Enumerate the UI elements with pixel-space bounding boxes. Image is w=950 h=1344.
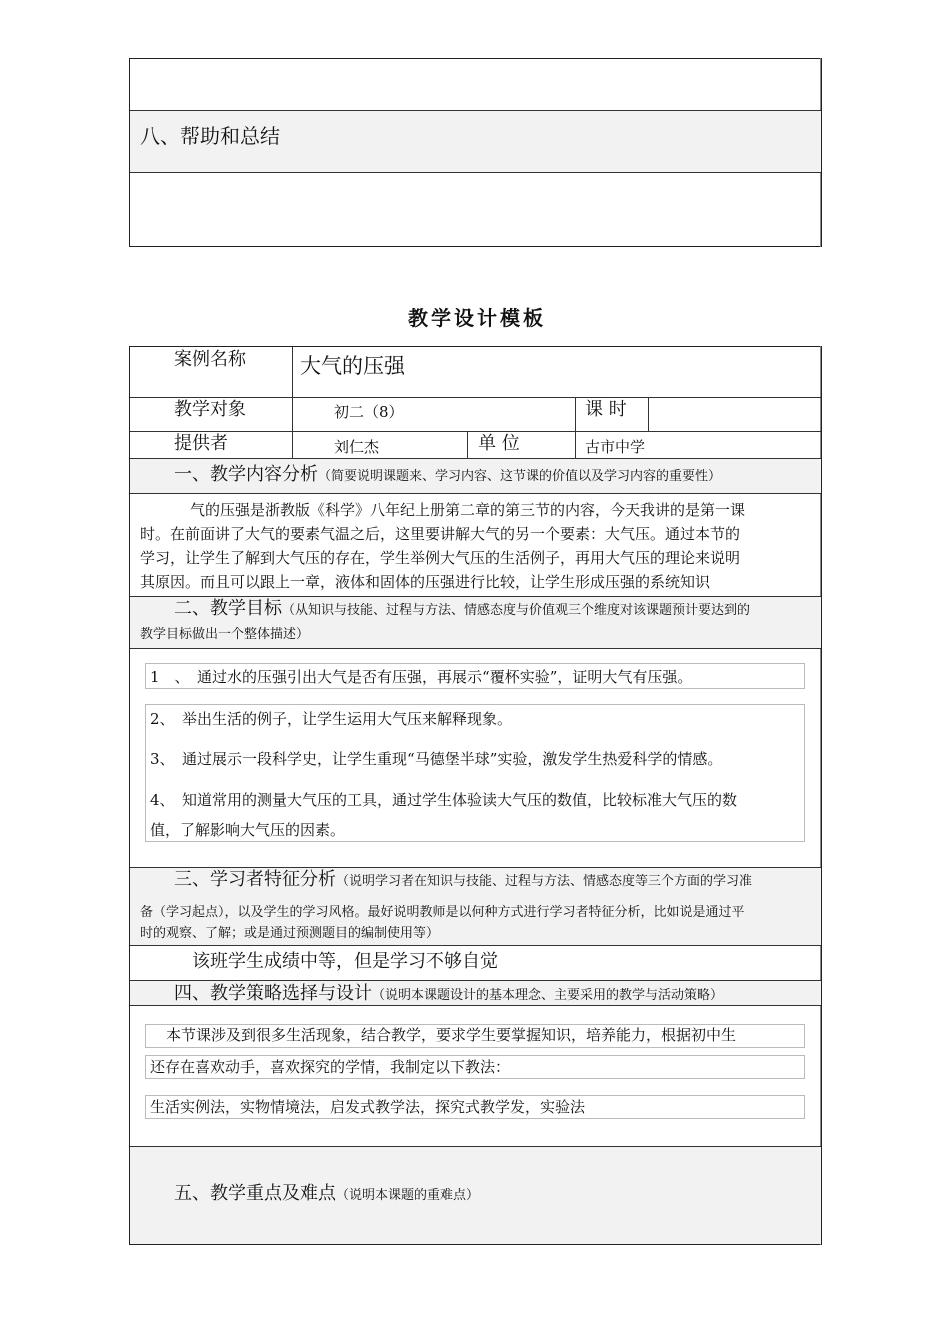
s1-line: 其原因。而且可以跟上一章，液体和固体的压强进行比较，让学生形成压强的系统知识: [140, 573, 711, 591]
col-divider: [575, 397, 576, 458]
target-label: 教学对象: [174, 399, 246, 420]
row-divider: [130, 493, 821, 494]
row-divider: [130, 431, 821, 432]
s4-title: [174, 985, 723, 1003]
s4-note: （说明本课题设计的基本理念、主要采用的教学与活动策略）: [372, 988, 724, 1003]
section8-title: 八、帮助和总结: [140, 124, 280, 148]
s5-title-text: 五、教学重点及难点: [174, 1183, 336, 1204]
s1-note-text: 简要说明课题来、学习内容、这节课的价值以及学习内容的重要性: [331, 469, 709, 484]
row-divider: [130, 945, 821, 946]
unit-value: 古市中学: [585, 438, 646, 456]
row-divider: [130, 1146, 821, 1147]
hours-label: 课 时: [585, 399, 627, 420]
s3-note-line2: 备（学习起点），以及学生的学习风格。最好说明教师是以何种方式进行学习者特征分析，比如说是通过平: [140, 905, 745, 920]
s5-note-text: 说明本课题的重难点: [349, 1188, 467, 1203]
strategy-line2: 还存在喜欢动手，喜欢探究的学情，我制定以下教法：: [150, 1058, 511, 1076]
row-divider: [130, 172, 821, 173]
case-name-value: 大气的压强: [300, 354, 405, 378]
row-divider: [130, 1005, 821, 1006]
s1-title: [174, 466, 721, 484]
provider-value: 刘仁杰: [334, 438, 380, 456]
s4-title-text: 四、教学策略选择与设计: [174, 983, 372, 1004]
case-name-label: 案例名称: [174, 349, 246, 370]
strategy-line3: 生活实例法，实物情境法，启发式教学法，探究式教学发，实验法: [150, 1098, 586, 1116]
s2-note: （从知识与技能、过程与方法、情感态度与价值观三个维度对该课题预计要达到的: [282, 603, 751, 618]
target-value: 初二（8）: [334, 403, 404, 421]
goal-3: 3、 通过展示一段科学史，让学生重现“马德堡半球”实验，激发学生热爱科学的情感。: [150, 750, 723, 768]
s2-title-text: 二、教学目标: [174, 598, 282, 619]
provider-label: 提供者: [174, 433, 228, 454]
s2-title: [174, 600, 750, 618]
goal-4-line1: 4、 知道常用的测量大气压的工具，通过学生体验读大气压的数值，比较标准大气压的数: [150, 791, 738, 809]
col-divider: [292, 347, 293, 458]
s3-note-cont: 时的观察、了解；或是通过预测题目的编制使用等）: [140, 926, 440, 941]
s3-note-line3: 时的观察、了解；或是通过预测题目的编制使用等: [140, 926, 427, 941]
col-divider: [467, 431, 468, 458]
row-divider: [130, 867, 821, 868]
row-divider: [130, 110, 821, 111]
row-divider: [130, 648, 821, 649]
strategy-line1: 本节课涉及到很多生活现象，结合教学，要求学生要掌握知识，培养能力，根据初中生: [166, 1026, 737, 1044]
s3-note-line1: 说明学习者在知识与技能、过程与方法、情感态度等三个方面的学习准: [349, 874, 753, 889]
page-title: 教学设计模板: [408, 306, 546, 330]
s3-content: 该班学生成绩中等，但是学习不够自觉: [192, 951, 498, 972]
s1-title-text: 一、教学内容分析: [174, 464, 318, 485]
unit-label: 单 位: [478, 433, 520, 454]
s5-note: （说明本课题的重难点）: [336, 1188, 480, 1203]
row-divider: [130, 596, 821, 597]
s2-note-line1: 从知识与技能、过程与方法、情感态度与价值观三个维度对该课题预计要达到的: [295, 603, 751, 618]
goal-1: 1 、 通过水的压强引出大气是否有压强，再展示“覆杯实验”，证明大气有压强。: [150, 668, 693, 686]
row-divider: [130, 397, 821, 398]
s2-note-cont: 教学目标做出一个整体描述）: [140, 627, 310, 642]
s1-note: （简要说明课题来、学习内容、这节课的价值以及学习内容的重要性）: [318, 469, 722, 484]
s3-title-text: 三、学习者特征分析: [174, 869, 336, 890]
s1-content: [140, 498, 812, 594]
s4-note-text: 说明本课题设计的基本理念、主要采用的教学与活动策略: [385, 988, 711, 1003]
s1-line: 气的压强是浙教版《科学》八年纪上册第二章的第三节的内容，今天我讲的是第一课: [190, 501, 746, 519]
s2-note-line2: 教学目标做出一个整体描述: [140, 627, 297, 642]
s3-title: [174, 871, 752, 889]
s1-line: 学习，让学生了解到大气压的存在，学生举例大气压的生活例子，再用大气压的理论来说明: [140, 549, 741, 567]
s1-line: 时。在前面讲了大气的要素气温之后，这里要讲解大气的另一个要素：大气压。通过本节的: [140, 525, 741, 543]
s3-note: （说明学习者在知识与技能、过程与方法、情感态度等三个方面的学习准: [336, 874, 753, 889]
goal-2: 2、 举出生活的例子，让学生运用大气压来解释现象。: [150, 710, 513, 728]
col-divider: [648, 397, 649, 431]
s5-title: [174, 1185, 479, 1203]
goal-4-line2: 值，了解影响大气压的因素。: [150, 821, 346, 839]
